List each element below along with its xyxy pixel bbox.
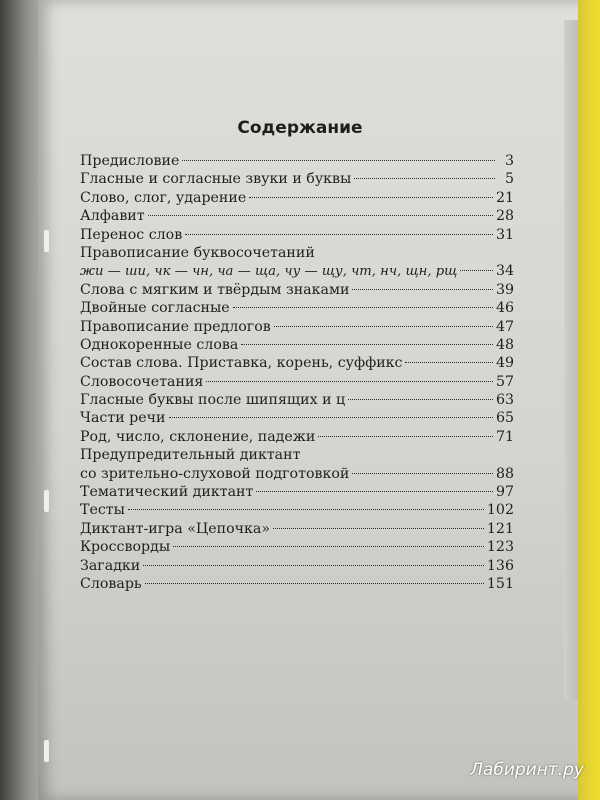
dot-leader xyxy=(274,326,493,327)
toc-page-number: 71 xyxy=(495,428,514,445)
toc-page-number: 3 xyxy=(504,153,514,169)
dot-leader xyxy=(249,197,493,198)
toc-entry-title: Однокоренные слова xyxy=(80,336,239,353)
dot-leader xyxy=(145,583,484,584)
toc-entry xyxy=(80,557,514,575)
toc-page-number: 65 xyxy=(495,410,514,427)
dot-leader xyxy=(348,399,493,400)
dot-leader xyxy=(273,528,484,529)
toc-entry-title: Кроссворды xyxy=(80,539,171,556)
toc-entry xyxy=(80,318,514,336)
toc-entry-title: Слово, слог, ударение xyxy=(80,189,247,206)
toc-entry xyxy=(80,501,514,519)
toc-page-number: 46 xyxy=(495,300,514,317)
toc-entry-title: Гласные буквы после шипящих и ц xyxy=(80,392,346,409)
binding-stitch xyxy=(44,230,49,252)
dot-leader xyxy=(241,344,493,345)
dot-leader xyxy=(256,491,493,492)
toc-entry-title: Гласные и согласные звуки и буквы xyxy=(80,171,352,188)
dot-leader xyxy=(182,160,495,161)
toc-page-number: 48 xyxy=(495,336,514,353)
dot-leader xyxy=(460,270,493,271)
toc-entry-title: Состав слова. Приставка, корень, суффикс xyxy=(80,355,403,372)
toc-entry xyxy=(80,483,514,501)
toc-page-number: 39 xyxy=(495,281,514,298)
toc-page-number: 5 xyxy=(504,171,514,188)
toc-entry xyxy=(80,152,514,170)
toc-entry xyxy=(80,336,514,354)
dot-leader xyxy=(405,362,492,363)
toc-page-number: 151 xyxy=(486,575,514,592)
toc-page-number: 28 xyxy=(495,208,514,225)
toc-entry xyxy=(80,428,514,446)
dot-leader xyxy=(169,417,493,418)
toc-entry-title: Диктант-игра «Цепочка» xyxy=(80,520,271,537)
page-title: Содержание xyxy=(237,118,363,138)
toc-entry xyxy=(80,391,514,409)
toc-entry-title: Правописание предлогов xyxy=(80,318,271,335)
dot-leader xyxy=(143,565,484,566)
toc-entry xyxy=(80,373,514,391)
toc-page-number: 88 xyxy=(495,465,514,482)
toc-entry xyxy=(80,538,514,556)
toc-entry xyxy=(80,575,514,593)
dot-leader xyxy=(352,473,493,474)
binding-stitch xyxy=(44,740,49,762)
dot-leader xyxy=(354,178,495,179)
toc-page-number: 123 xyxy=(486,539,514,556)
toc-entry-title: Предисловие xyxy=(80,153,180,169)
toc-page-number: 47 xyxy=(495,318,514,335)
toc-entry-title: Части речи xyxy=(80,410,166,427)
toc-entry xyxy=(80,262,514,280)
toc-page-number: 21 xyxy=(495,189,514,206)
toc-page-number: 136 xyxy=(486,557,514,574)
toc-entry xyxy=(80,207,514,225)
dot-leader xyxy=(318,436,493,437)
toc-entry xyxy=(80,299,514,317)
watermark-logo: Лабиринт.ру xyxy=(470,760,584,780)
dot-leader xyxy=(148,215,493,216)
toc-page-number: 34 xyxy=(495,263,514,280)
toc-entry-title: Перенос слов xyxy=(80,226,183,243)
toc-entry-title: жи — ши, чк — чн, ча — ща, чу — щу, чт, нч, щн, рщ xyxy=(80,264,458,280)
toc-page-number: 49 xyxy=(495,355,514,372)
toc-entry-title: Словосочетания xyxy=(80,373,204,390)
toc-entry-title: Алфавит xyxy=(80,208,145,225)
toc-entry xyxy=(80,409,514,427)
toc-entry-title: Тесты xyxy=(80,502,125,519)
toc-entry-title: Тематический диктант xyxy=(80,484,254,501)
toc-entry-title: Загадки xyxy=(80,557,141,574)
toc-entry-title: Двойные согласные xyxy=(80,300,230,317)
toc-entry-title: Слова с мягким и твёрдым знаками xyxy=(80,281,350,298)
toc-page-number: 63 xyxy=(495,392,514,409)
toc-entry-title: Предупредительный диктант xyxy=(80,447,301,464)
toc-page-number: 121 xyxy=(486,520,514,537)
dot-leader xyxy=(206,381,493,382)
toc-entry-title: Род, число, склонение, падежи xyxy=(80,428,316,445)
dot-leader xyxy=(128,509,484,510)
toc-page-number: 97 xyxy=(495,484,514,501)
toc-page-number: 102 xyxy=(486,502,514,519)
toc-entry-title: Правописание буквосочетаний xyxy=(80,244,315,261)
toc-page-number: 57 xyxy=(495,373,514,390)
toc-entry-title: Словарь xyxy=(80,575,142,592)
toc-entry xyxy=(80,446,514,464)
table-of-contents xyxy=(80,152,514,593)
toc-entry xyxy=(80,189,514,207)
dot-leader xyxy=(185,234,493,235)
dot-leader xyxy=(173,546,484,547)
toc-page-number: 31 xyxy=(495,226,514,243)
toc-entry xyxy=(80,281,514,299)
toc-entry xyxy=(80,354,514,372)
toc-entry xyxy=(80,226,514,244)
binding-stitch xyxy=(44,490,49,512)
toc-entry xyxy=(80,170,514,188)
dot-leader xyxy=(233,307,493,308)
toc-entry-title: со зрительно-слуховой подготовкой xyxy=(80,465,350,482)
toc-entry xyxy=(80,520,514,538)
dot-leader xyxy=(352,289,493,290)
toc-entry xyxy=(80,465,514,483)
toc-entry xyxy=(80,244,514,262)
